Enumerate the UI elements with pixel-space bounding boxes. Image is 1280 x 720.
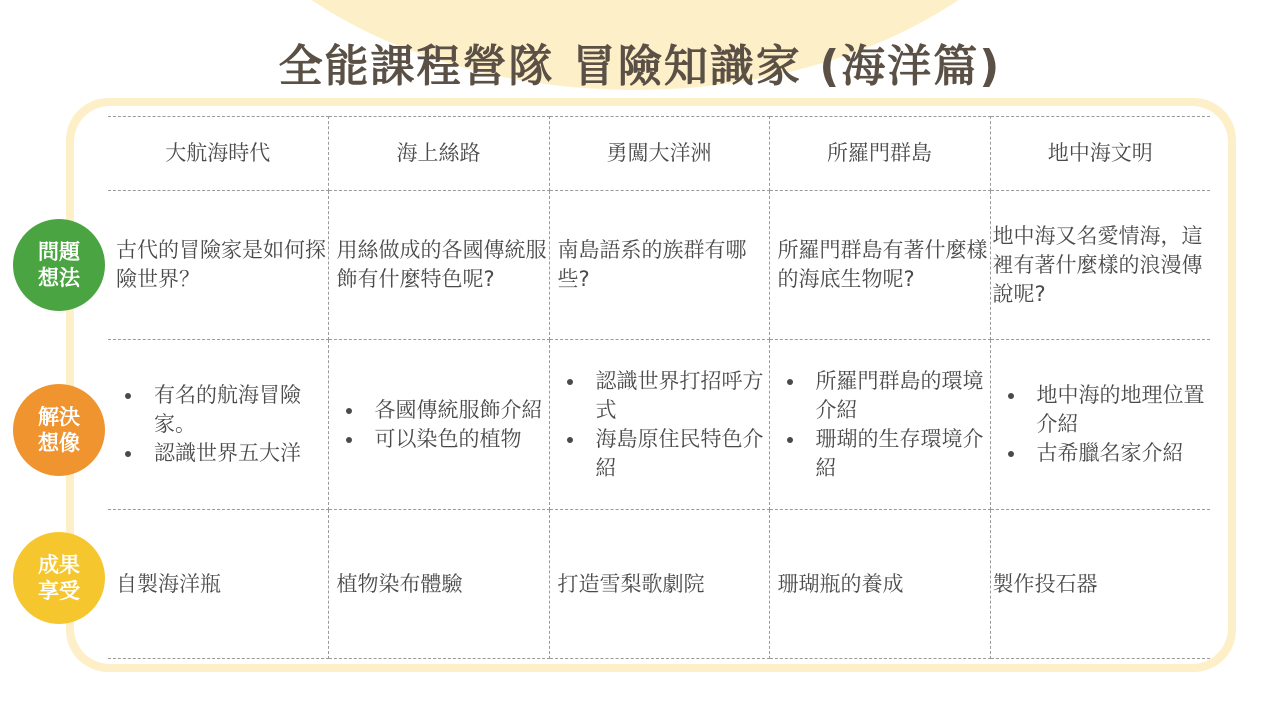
solution-row xyxy=(108,340,1210,510)
column-header: 海上絲路 xyxy=(328,117,549,191)
column-header: 大航海時代 xyxy=(108,117,328,191)
list-item: • 珊瑚的生存環境介紹 xyxy=(806,425,990,483)
question-row xyxy=(108,191,1210,340)
list-item: • 地中海的地理位置介紹 xyxy=(1027,381,1211,439)
solution-cell xyxy=(328,340,549,510)
course-table xyxy=(108,116,1210,659)
solution-cell xyxy=(769,340,990,510)
bullet-list xyxy=(337,396,549,454)
question-cell: 南島語系的族群有哪些? xyxy=(549,191,769,340)
column-header: 地中海文明 xyxy=(990,117,1210,191)
question-cell: 所羅門群島有著什麼樣的海底生物呢? xyxy=(769,191,990,340)
result-row xyxy=(108,510,1210,659)
result-cell: 製作投石器 xyxy=(990,510,1210,659)
list-item: • 所羅門群島的環境介紹 xyxy=(806,367,990,425)
solution-cell xyxy=(108,340,328,510)
result-cell: 珊瑚瓶的養成 xyxy=(769,510,990,659)
result-row-label: 成果 享受 xyxy=(13,532,105,624)
solution-cell xyxy=(549,340,769,510)
result-cell: 打造雪梨歌劇院 xyxy=(549,510,769,659)
solution-cell xyxy=(990,340,1210,510)
bullet-list xyxy=(778,367,990,483)
column-header: 所羅門群島 xyxy=(769,117,990,191)
column-header: 勇闖大洋洲 xyxy=(549,117,769,191)
page-title: 全能課程營隊 冒險知識家 (海洋篇) xyxy=(278,41,1002,92)
bullet-list xyxy=(558,367,769,483)
bullet-list xyxy=(999,381,1211,468)
question-cell: 地中海又名愛情海，這裡有著什麼樣的浪漫傳說呢? xyxy=(990,191,1210,340)
result-cell: 自製海洋瓶 xyxy=(108,510,328,659)
list-item: • 認識世界打招呼方式 xyxy=(586,367,769,425)
solution-row-label: 解決 想像 xyxy=(13,384,105,476)
bullet-list xyxy=(116,381,328,468)
question-cell: 古代的冒險家是如何探險世界？ xyxy=(108,191,328,340)
list-item: • 認識世界五大洋 xyxy=(144,439,328,468)
list-item: • 各國傳統服飾介紹 xyxy=(365,396,549,425)
list-item: • 古希臘名家介紹 xyxy=(1027,439,1211,468)
header-row xyxy=(108,117,1210,191)
question-cell: 用絲做成的各國傳統服飾有什麼特色呢? xyxy=(328,191,549,340)
list-item: • 可以染色的植物 xyxy=(365,425,549,454)
list-item: • 有名的航海冒險家。 xyxy=(144,381,328,439)
question-row-label: 問題 想法 xyxy=(13,219,105,311)
result-cell: 植物染布體驗 xyxy=(328,510,549,659)
list-item: • 海島原住民特色介紹 xyxy=(586,425,769,483)
